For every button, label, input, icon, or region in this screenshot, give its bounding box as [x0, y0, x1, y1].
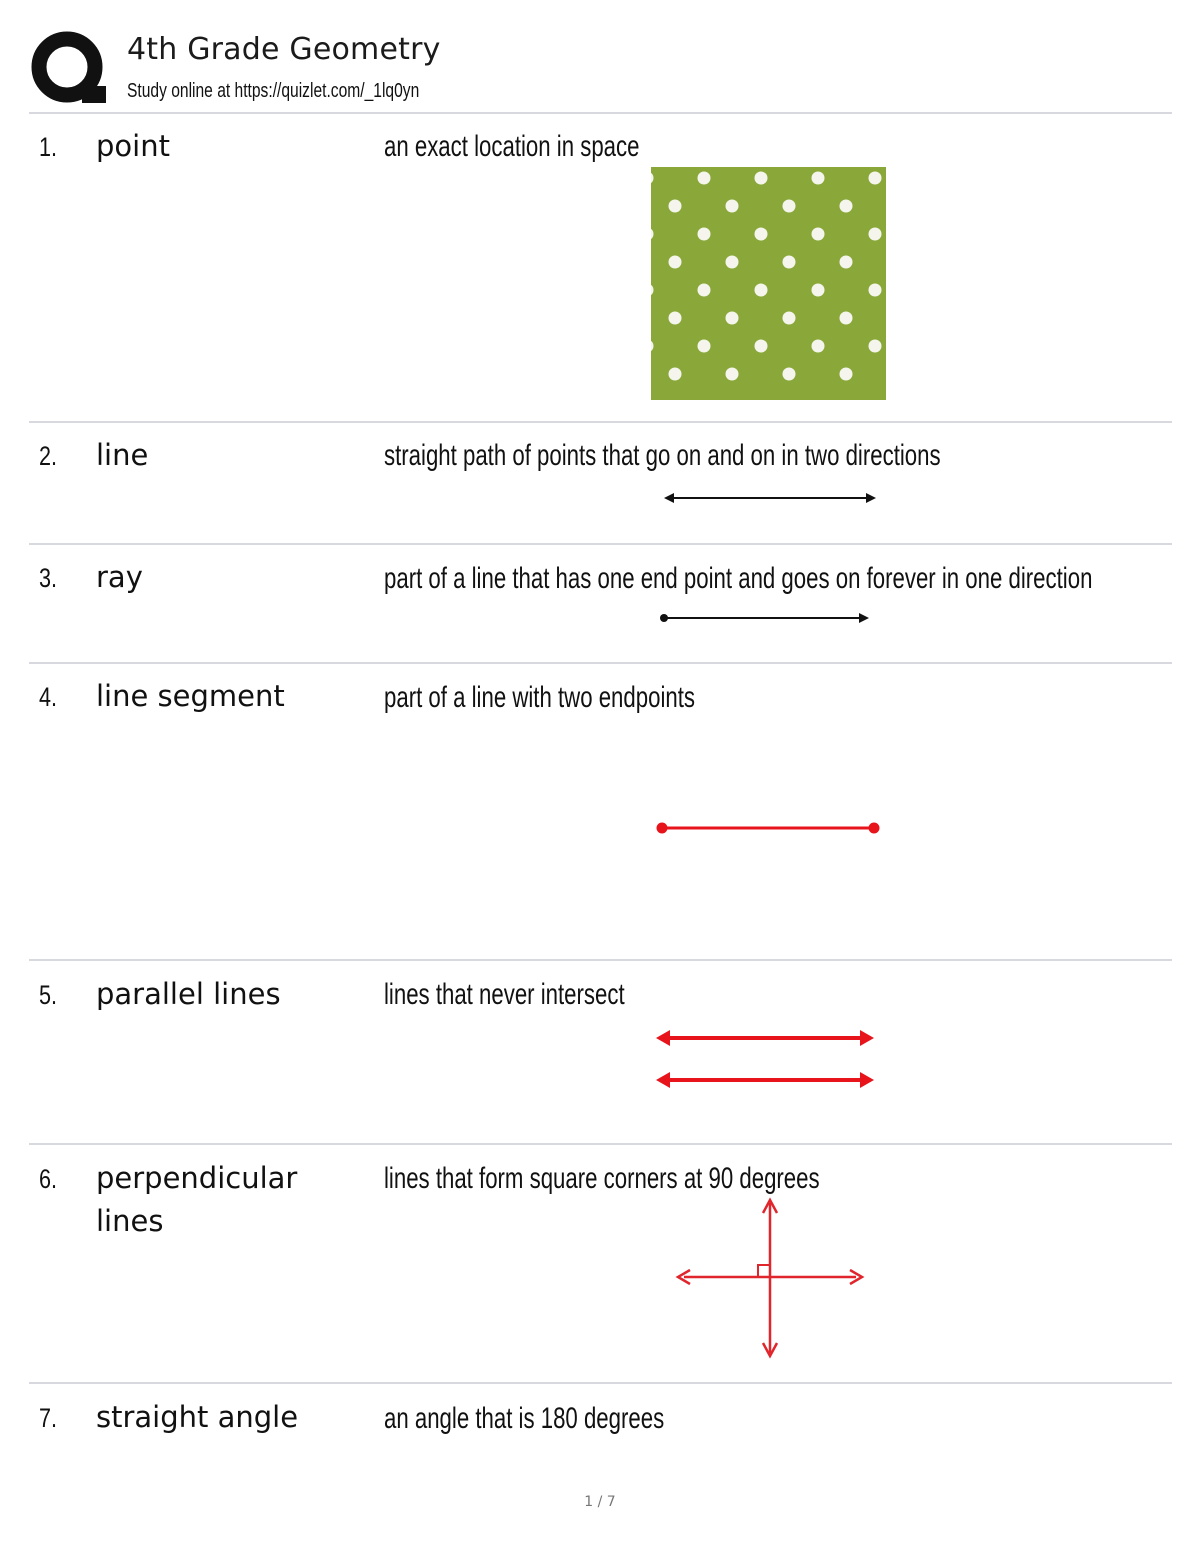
page-header	[0, 0, 1200, 112]
page-number: 1 / 7	[584, 1494, 616, 1510]
term-number: 2.	[39, 441, 58, 471]
divider	[29, 421, 1172, 423]
term-number: 5.	[39, 980, 58, 1010]
polka-dot	[726, 256, 739, 269]
term-number: 4.	[39, 682, 58, 712]
polka-dot	[755, 340, 768, 353]
term-number: 3.	[39, 563, 58, 593]
term-definition: lines that form square corners at 90 degrees	[384, 1162, 820, 1195]
term-number: 6.	[39, 1164, 58, 1194]
polka-dot	[812, 340, 825, 353]
polka-dot	[755, 172, 768, 185]
polka-dot	[669, 368, 682, 381]
term-name: parallel lines	[96, 977, 281, 1011]
polka-dot	[869, 340, 882, 353]
term-definition: lines that never intersect	[384, 978, 625, 1011]
divider	[29, 543, 1172, 545]
document-title: 4th Grade Geometry	[127, 32, 441, 67]
term-name: line segment	[96, 679, 285, 713]
term-name: perpendicular lines	[96, 1161, 298, 1238]
term-name: point	[96, 129, 170, 163]
term-definition: an exact location in space	[384, 130, 640, 163]
polka-dot	[840, 256, 853, 269]
polka-dot	[783, 368, 796, 381]
perpendicular-lines-figure	[670, 1195, 870, 1361]
term-definition: part of a line with two endpoints	[384, 681, 695, 714]
term-name: straight angle	[96, 1400, 299, 1434]
polka-dot-image	[651, 167, 886, 400]
polka-dot	[698, 284, 711, 297]
double-arrow-line-figure	[660, 488, 880, 508]
divider	[29, 662, 1172, 664]
study-online-link[interactable]: Study online at https://quizlet.com/_1lq0yn	[127, 80, 420, 102]
ray-figure	[655, 608, 875, 628]
polka-dot	[698, 340, 711, 353]
term-number: 1.	[39, 132, 58, 162]
polka-dot	[726, 312, 739, 325]
divider	[29, 112, 1172, 114]
term-definition: an angle that is 180 degrees	[384, 1402, 665, 1435]
divider	[29, 959, 1172, 961]
term-name: line	[96, 438, 149, 472]
polka-dot	[783, 256, 796, 269]
polka-dot	[726, 200, 739, 213]
polka-dot	[698, 172, 711, 185]
polka-dot	[812, 172, 825, 185]
polka-dot	[698, 228, 711, 241]
polka-dot	[669, 256, 682, 269]
polka-dot	[755, 284, 768, 297]
polka-dot	[812, 284, 825, 297]
polka-dot	[755, 228, 768, 241]
polka-dot	[869, 284, 882, 297]
polka-dot	[840, 368, 853, 381]
divider	[29, 1143, 1172, 1145]
parallel-lines-figure	[652, 1026, 878, 1094]
polka-dot	[869, 228, 882, 241]
polka-dot	[840, 200, 853, 213]
divider	[29, 1382, 1172, 1384]
polka-dot	[840, 312, 853, 325]
polka-dot	[726, 368, 739, 381]
line-segment-figure	[652, 818, 886, 838]
term-definition: straight path of points that go on and on in two directions	[384, 439, 941, 472]
term-name: ray	[96, 560, 143, 594]
quizlet-logo-icon	[30, 30, 108, 108]
term-definition: part of a line that has one end point and goes on forever in one direction	[384, 562, 1093, 595]
term-number: 7.	[39, 1403, 58, 1433]
polka-dot	[869, 172, 882, 185]
polka-dot	[812, 228, 825, 241]
polka-dot	[669, 312, 682, 325]
polka-dot	[783, 312, 796, 325]
polka-dot	[669, 200, 682, 213]
polka-dot	[783, 200, 796, 213]
